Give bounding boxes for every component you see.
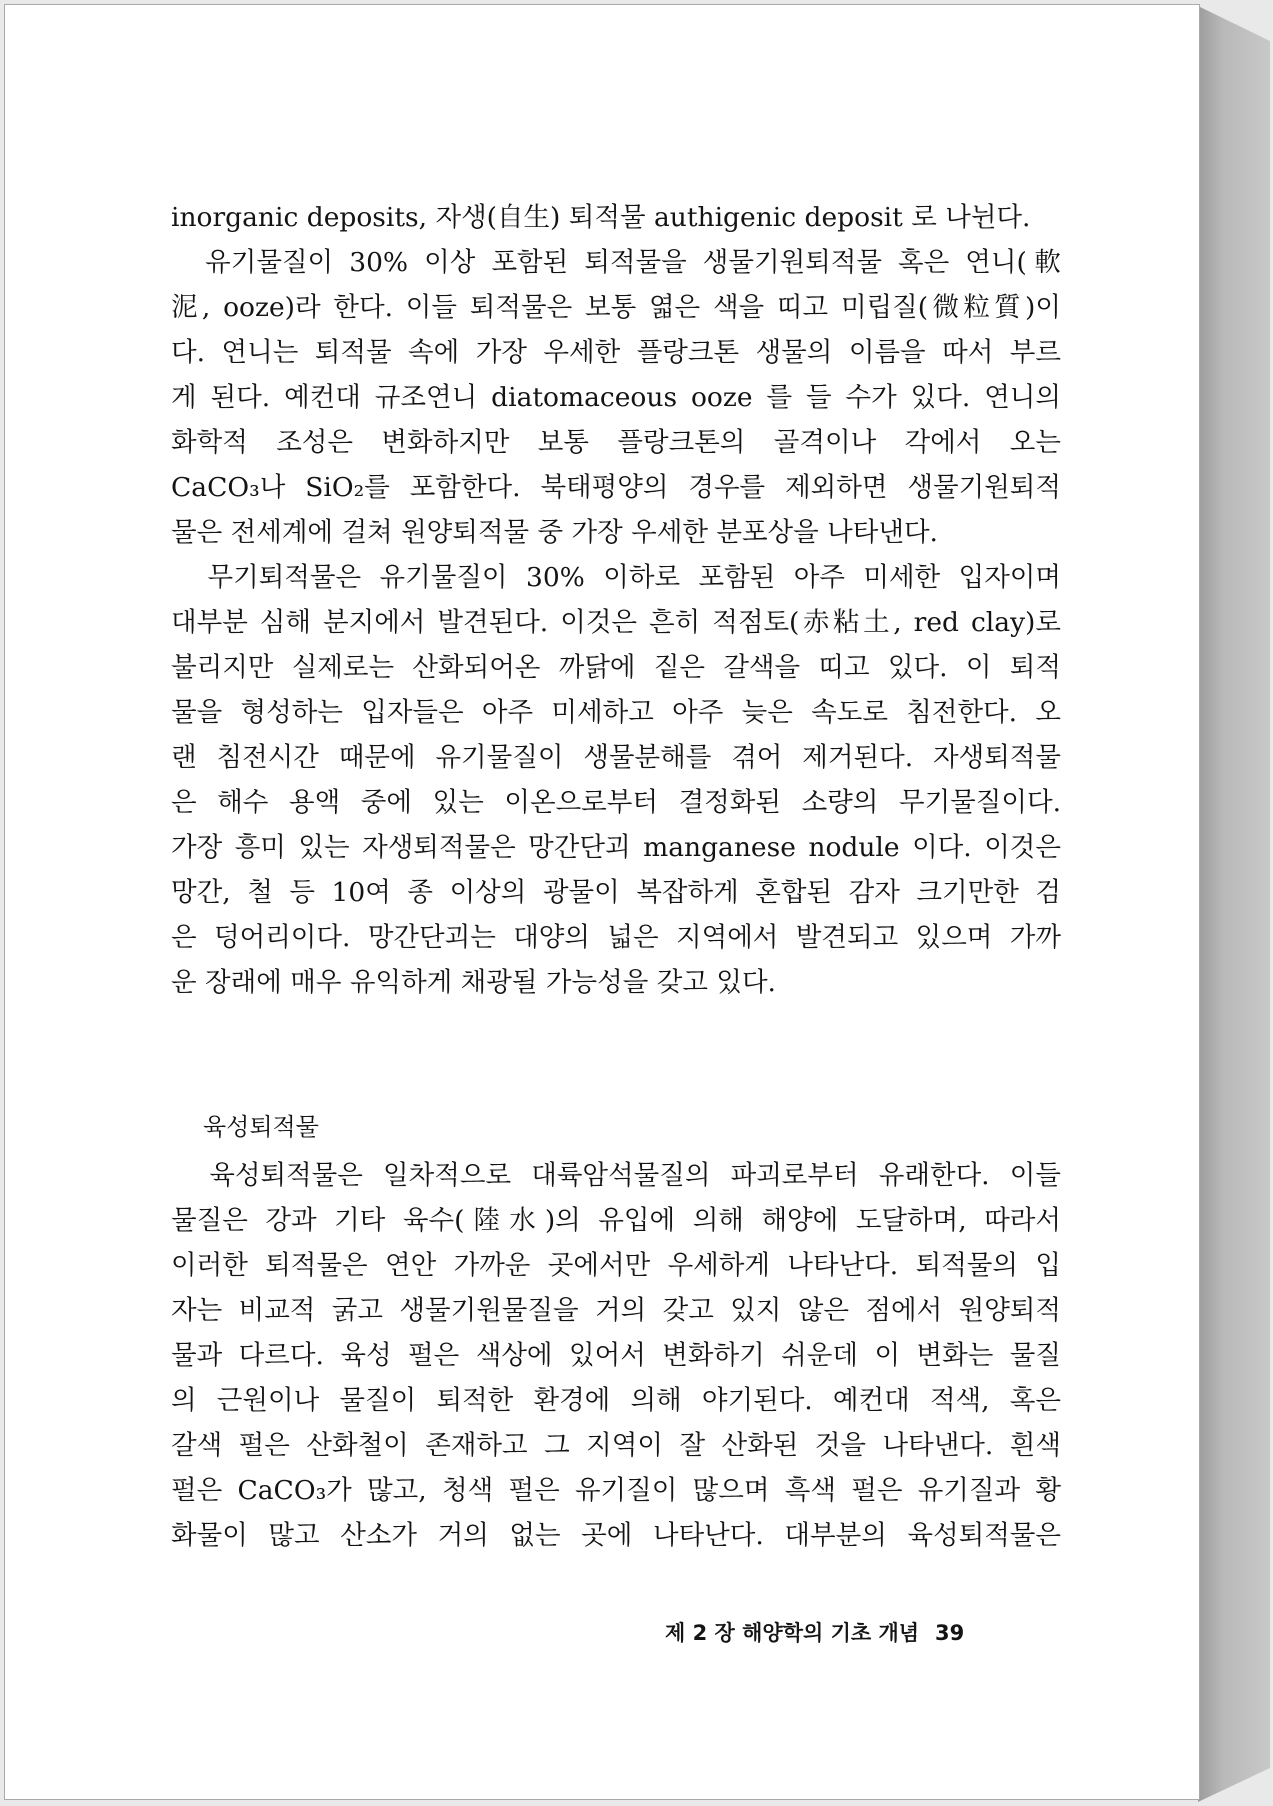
text-line: 육성퇴적물은 일차적으로 대륙암석물질의 파괴로부터 유래한다. 이들 [171, 1160, 1061, 1191]
paragraph-2 [171, 240, 1061, 555]
text-line: 의 근원이나 물질이 퇴적한 환경에 의해 야기된다. 예컨대 적색, 혹은 [171, 1385, 1061, 1416]
text-line: 운 장래에 매우 유익하게 채광될 가능성을 갖고 있다. [171, 967, 776, 998]
text-line: 물질은 강과 기타 육수(陸水)의 유입에 의해 해양에 도달하며, 따라서 [171, 1205, 1061, 1236]
text-line: 泥, ooze)라 한다. 이들 퇴적물은 보통 엷은 색을 띠고 미립질(微粒質)이 [171, 292, 1061, 323]
text-line: 은 덩어리이다. 망간단괴는 대양의 넓은 지역에서 발견되고 있으며 가까 [171, 922, 1061, 953]
text-line: 펄은 CaCO₃가 많고, 청색 펄은 유기질이 많으며 흑색 펄은 유기질과 황 [171, 1475, 1061, 1506]
section-heading: 육성퇴적물 [203, 1113, 319, 1141]
page-footer [665, 1617, 964, 1647]
body-text [171, 195, 1061, 1005]
text-line: 다. 연니는 퇴적물 속에 가장 우세한 플랑크톤 생물의 이름을 따서 부르 [171, 337, 1061, 368]
text-line: 유기물질이 30% 이상 포함된 퇴적물을 생물기원퇴적물 혹은 연니(軟 [171, 247, 1061, 278]
text-line: 갈색 펄은 산화철이 존재하고 그 지역이 잘 산화된 것을 나타낸다. 흰색 [171, 1430, 1061, 1461]
text-line: 물은 전세계에 걸쳐 원양퇴적물 중 가장 우세한 분포상을 나타낸다. [171, 517, 938, 548]
text-line: 망간, 철 등 10여 종 이상의 광물이 복잡하게 혼합된 감자 크기만한 검 [171, 877, 1061, 908]
page-number: 39 [935, 1621, 965, 1645]
text-line: CaCO₃나 SiO₂를 포함한다. 북태평양의 경우를 제외하면 생물기원퇴적 [171, 472, 1061, 503]
text-line: 랜 침전시간 때문에 유기물질이 생물분해를 겪어 제거된다. 자생퇴적물 [171, 742, 1061, 773]
text-line: 무기퇴적물은 유기물질이 30% 이하로 포함된 아주 미세한 입자이며 [171, 562, 1061, 593]
text-line: 화물이 많고 산소가 거의 없는 곳에 나타난다. 대부분의 육성퇴적물은 [171, 1520, 1061, 1551]
paragraph-3 [171, 555, 1061, 1005]
text-line: 불리지만 실제로는 산화되어온 까닭에 짙은 갈색을 띠고 있다. 이 퇴적 [171, 652, 1061, 683]
text-line: inorganic deposits, 자생(自生) 퇴적물 authigenic deposit 로 나뉜다. [171, 202, 1031, 233]
paragraph-1 [171, 195, 1061, 240]
text-line: 이러한 퇴적물은 연안 가까운 곳에서만 우세하게 나타난다. 퇴적물의 입 [171, 1250, 1061, 1281]
text-line: 게 된다. 예컨대 규조연니 diatomaceous ooze 를 들 수가 있다. 연니의 [171, 382, 1061, 413]
text-line: 가장 흥미 있는 자생퇴적물은 망간단괴 manganese nodule 이다. 이것은 [171, 832, 1061, 863]
text-line: 은 해수 용액 중에 있는 이온으로부터 결정화된 소량의 무기물질이다. [171, 787, 1061, 818]
book-page [4, 4, 1200, 1800]
text-line: 물을 형성하는 입자들은 아주 미세하고 아주 늦은 속도로 침전한다. 오 [171, 697, 1061, 728]
text-line: 대부분 심해 분지에서 발견된다. 이것은 흔히 적점토(赤粘土, red clay)로 [171, 607, 1061, 638]
text-line: 자는 비교적 굵고 생물기원물질을 거의 갖고 있지 않은 점에서 원양퇴적 [171, 1295, 1061, 1326]
text-line: 물과 다르다. 육성 펄은 색상에 있어서 변화하기 쉬운데 이 변화는 물질 [171, 1340, 1061, 1371]
section-body-text [171, 1153, 1061, 1558]
book-edge [1198, 6, 1270, 1802]
text-line: 화학적 조성은 변화하지만 보통 플랑크톤의 골격이나 각에서 오는 [171, 427, 1061, 458]
chapter-title: 제 2 장 해양학의 기초 개념 [665, 1621, 920, 1645]
